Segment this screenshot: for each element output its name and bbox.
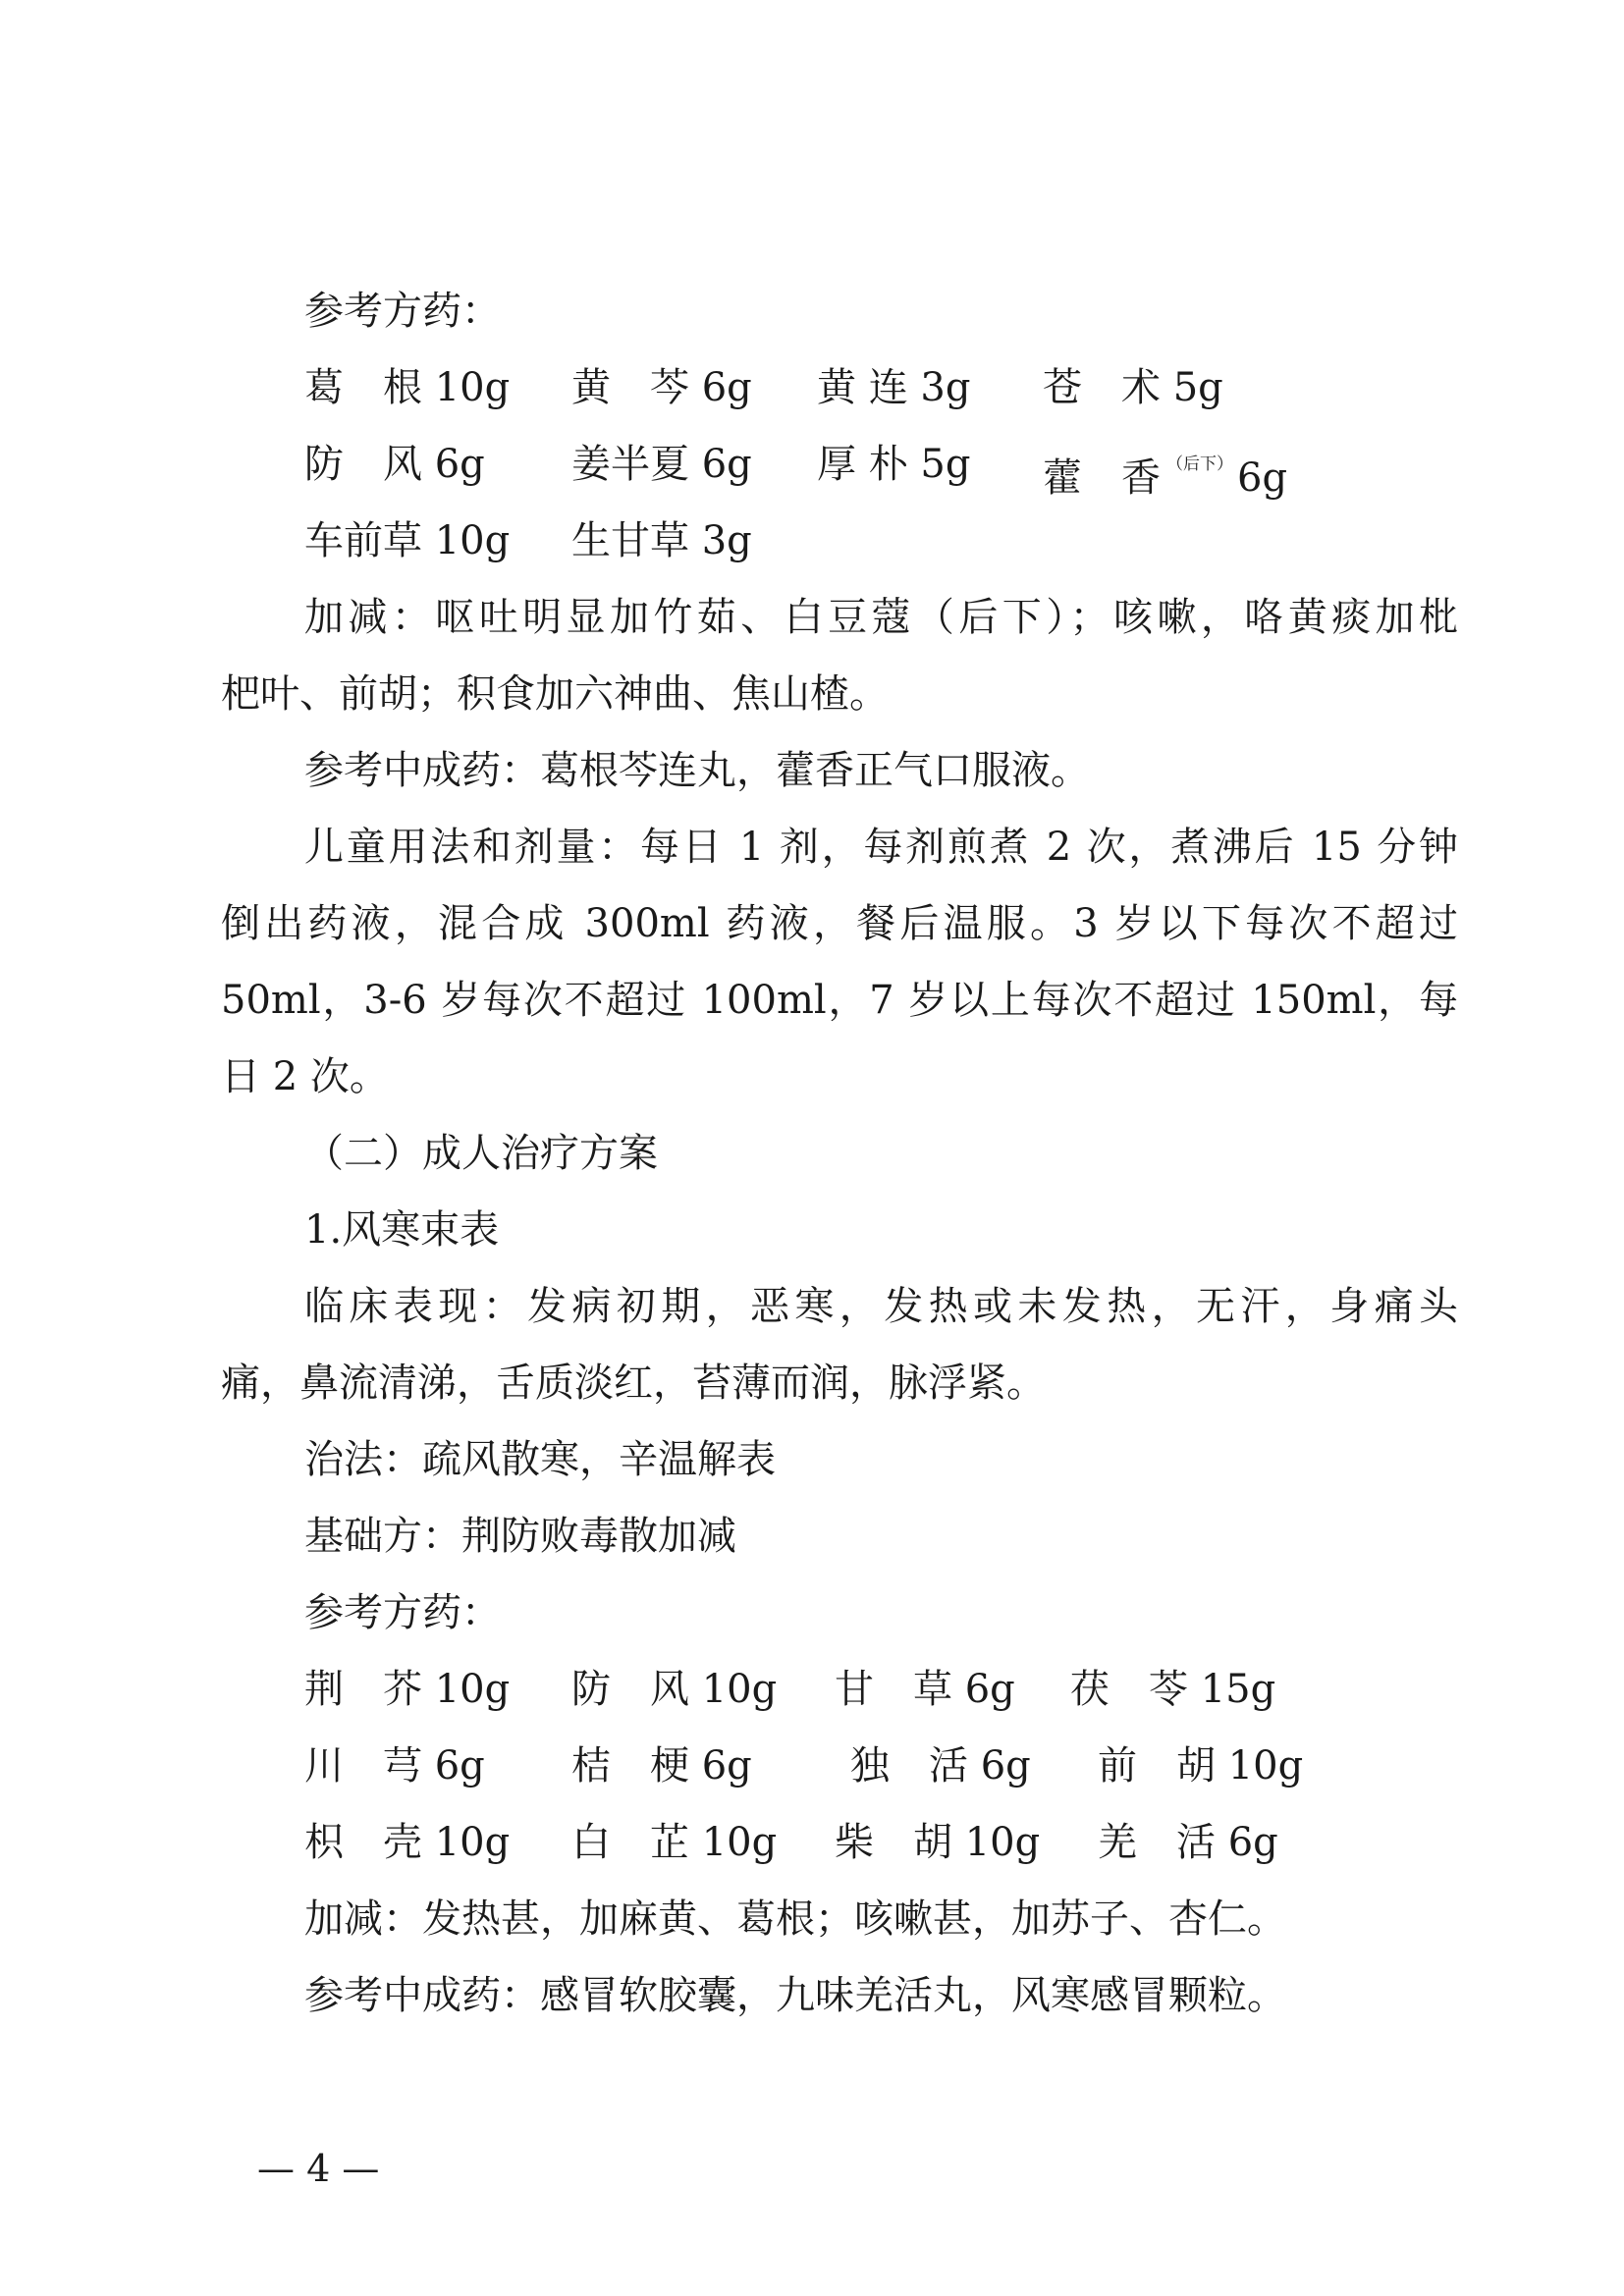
herb-item: 葛 根 10g [304,365,511,410]
herb-item: 甘 草 6g [835,1667,1015,1712]
herb-item: 羌 活 6g [1098,1820,1278,1865]
subsection-heading: 1.风寒束表 [304,1207,500,1253]
herb-item: 厚 朴 5g [817,442,971,487]
herb-item: 白 芷 10g [571,1820,778,1865]
child-usage-text: 倒出药液，混合成 300ml 药液，餐后温服。3 岁以下每次不超过 [221,901,1458,946]
herb-item: 荆 芥 10g [304,1667,511,1712]
modification-text: 加减：发热甚，加麻黄、葛根；咳嗽甚，加苏子、杏仁。 [304,1896,1286,1942]
modification-text: 加减：呕吐明显加竹茹、白豆蔻（后下）；咳嗽，咯黄痰加枇 [304,595,1458,640]
herb-item: 防 风 10g [571,1667,778,1712]
herb-item: 桔 梗 6g [571,1743,752,1789]
herb-item: 姜半夏 6g [571,442,752,487]
herb-dose: 6g [1237,455,1288,501]
reference-herbs-heading: 参考方药： [304,289,501,334]
herb-item: 柴 胡 10g [835,1820,1041,1865]
modification-text: 杷叶、前胡；积食加六神曲、焦山楂。 [221,671,889,717]
treatment-method: 治法：疏风散寒，辛温解表 [304,1437,776,1482]
decoction-note: （后下） [1166,454,1233,474]
reference-herbs-heading: 参考方药： [304,1590,501,1635]
child-usage-text: 50ml，3-6 岁每次不超过 100ml，7 岁以上每次不超过 150ml，每 [221,978,1458,1023]
child-usage-text: 日 2 次。 [221,1054,389,1099]
herb-item: 生甘草 3g [571,518,752,563]
herb-item: 茯 苓 15g [1070,1667,1276,1712]
herb-name: 藿 香 [1043,455,1161,501]
reference-patent-medicine: 参考中成药：葛根芩连丸，藿香正气口服液。 [304,748,1090,793]
herb-item: 前 胡 10g [1098,1743,1304,1789]
clinical-manifestation: 临床表现：发病初期，恶寒，发热或未发热，无汗，身痛头 [304,1284,1458,1329]
herb-item: 防 风 6g [304,442,485,487]
section-heading: （二）成人治疗方案 [304,1131,658,1176]
page-number: — 4 — [257,2147,380,2190]
herb-item: 枳 壳 10g [304,1820,511,1865]
herb-item: 独 活 6g [850,1743,1031,1789]
herb-item: 苍 术 5g [1043,365,1223,410]
herb-item: 川 芎 6g [304,1743,485,1789]
herb-item: 黄 芩 6g [571,365,752,410]
child-usage-text: 儿童用法和剂量：每日 1 剂，每剂煎煮 2 次，煮沸后 15 分钟 [304,825,1458,870]
herb-item-with-note [1043,440,1287,503]
herb-item: 黄 连 3g [817,365,971,410]
base-formula: 基础方：荆防败毒散加减 [304,1514,736,1559]
reference-patent-medicine: 参考中成药：感冒软胶囊，九味羌活丸，风寒感冒颗粒。 [304,1973,1286,2018]
herb-item: 车前草 10g [304,518,511,563]
clinical-manifestation: 痛，鼻流清涕，舌质淡红，苔薄而润，脉浮紧。 [221,1361,1046,1406]
